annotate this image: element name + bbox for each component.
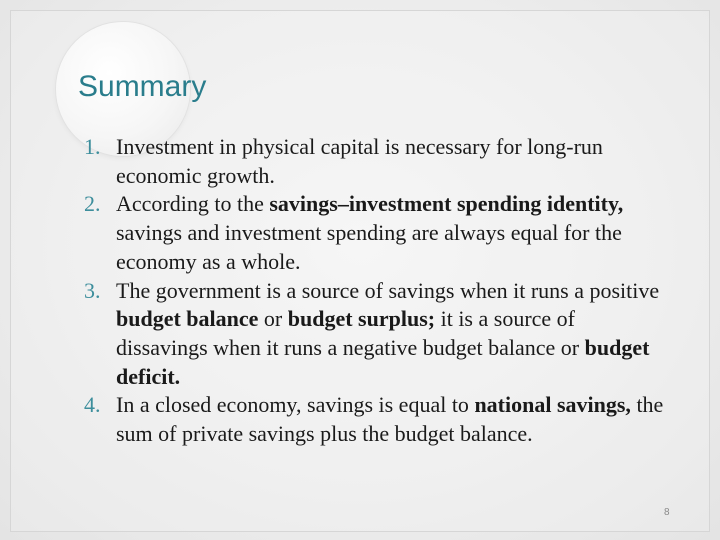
text-segment: Investment in physical capital is necessary for long-run economic growth.	[116, 134, 603, 188]
item-text	[116, 134, 603, 188]
item-number: 1.	[84, 134, 101, 159]
key-term: budget surplus;	[287, 306, 436, 332]
list-item	[76, 190, 666, 276]
key-term: savings–investment spending identity,	[269, 191, 624, 217]
item-number: 3.	[84, 277, 101, 303]
text-segment: or	[258, 306, 288, 332]
list-item	[76, 391, 666, 448]
text-segment: savings and investment spending are always equal for the economy as a whole.	[116, 220, 622, 274]
item-text	[116, 278, 659, 389]
item-number: 4.	[84, 392, 101, 418]
text-segment: According to the	[116, 191, 270, 217]
key-term: budget balance	[116, 306, 259, 332]
text-segment: it is a source of dissavings when it runs a negative budget balance or	[116, 306, 585, 360]
text-segment: The government is a source of savings when it runs a positive	[116, 277, 660, 303]
item-text	[116, 191, 623, 273]
text-segment: the sum of private savings plus the budget balance.	[116, 392, 664, 447]
summary-list	[76, 133, 666, 449]
key-term: budget deficit.	[116, 334, 650, 389]
item-number: 2.	[84, 191, 101, 217]
key-term: national savings,	[474, 392, 631, 418]
list-item	[76, 277, 666, 392]
slide-title: Summary	[78, 70, 207, 103]
text-segment: In a closed economy, savings is equal to	[116, 392, 475, 418]
list-item	[76, 133, 666, 190]
item-text	[116, 392, 663, 446]
page-number: 8	[664, 507, 670, 518]
